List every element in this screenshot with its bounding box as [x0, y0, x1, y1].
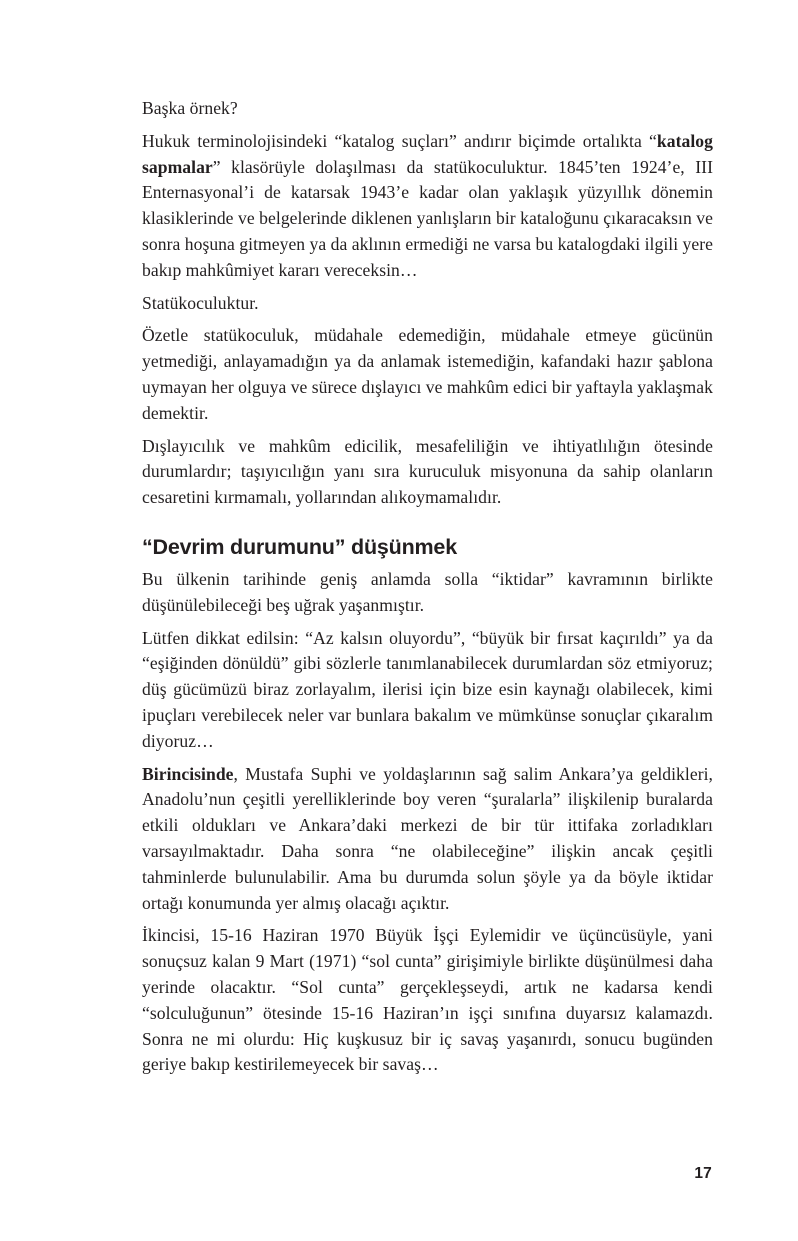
paragraph-ikincisi: İkincisi, 15-16 Haziran 1970 Büyük İşçi Eylemidir ve üçüncüsüyle, yani sonuçsuz kalan 9 Mart (1971) “sol cunta” girişimiyle birlikte düşünülmesi daha yerinde olacaktır. “Sol cunta” gerçekleşseydi, artık ne kadarsa kendi “solculuğunun” ötesinde 15-16 Haziran’ın işçi sınıfına duyarsız kalamazdı. Sonra ne mi olurdu: Hiç kuşkusuz bir iç savaş yaşanırdı, sonucu bugünden geriye bakıp kestirilemeyecek bir savaş…: [142, 925, 713, 1075]
paragraph-statukoculuktur: Statükoculuktur.: [142, 292, 259, 313]
section-heading-devrim-durumunu: “Devrim durumunu” düşünmek: [142, 534, 457, 559]
page-text-block: [142, 96, 713, 1085]
paragraph-bu-ulkenin-tarihinde: Bu ülkenin tarihinde geniş anlamda solla “iktidar” kavramının birlikte düşünülebileceği beş uğrak yaşanmıştır.: [142, 568, 713, 615]
paragraph-text-after-bold: , Mustafa Suphi ve yoldaşlarının sağ salim Ankara’ya geldikleri, Anadolu’nun çeşitli yerelliklerinde boy veren “şuralarla” ilişkilenip buralarda etkili oldukları ve Ankara’daki merkezi de bir tür ittifaka zorladıkları varsayılmaktadır. Daha sonra “ne olabileceğine” ilişkin ancak çeşitli tahminlerde bulunulabilir. Ama bu durumda solun şöyle ya da böyle iktidar ortağı konumunda yer almış olacağı açıktır.: [142, 763, 713, 913]
page-number: 17: [694, 1165, 712, 1182]
paragraph-lutfen-dikkat-edilsin: Lütfen dikkat edilsin: “Az kalsın oluyordu”, “büyük bir fırsat kaçırıldı” ya da “eşiğinden dönüldü” gibi sözlerle tanımlanabilecek durumlardan söz etmiyoruz; düş gücümüzü biraz zorlayalım, ilerisi için bize esin kaynağı olabilecek, kimi ipuçları verebilecek neler var bunlara bakalım ve mümkünse sonuçlar çıkaralım diyoruz…: [142, 627, 713, 751]
paragraph-dislayicilik: Dışlayıcılık ve mahkûm edicilik, mesafeliliğin ve ihtiyatlılığın ötesinde durumlardır; taşıyıcılığın yanı sıra kuruculuk misyonuna da sahip olanların cesaretini kırmamalı, yollarından alıkoymamalıdır.: [142, 435, 713, 508]
bold-phrase-katalog-sapmalar: katalog sapmalar: [142, 130, 713, 177]
paragraph-hukuk-terminolojisi: [142, 129, 713, 284]
paragraph-text-before-bold: Hukuk terminolojisindeki “katalog suçları” andırır biçimde ortalıkta “: [142, 130, 657, 151]
paragraph-ozetle-statukoculuk: Özetle statükoculuk, müdahale edemediğin, müdahale etmeye gücünün yetmediği, anlayamadığın ya da anlamak istemediğin, kafandaki hazır şablona uymayan her olguya ve sürece dışlayıcı ve mahkûm edici bir yaftayla yaklaşmak demektir.: [142, 325, 713, 423]
paragraph-baska-ornek: Başka örnek?: [142, 98, 238, 118]
paragraph-birincisinde: [142, 762, 713, 917]
paragraph-text-after-bold: ” klasörüyle dolaşılması da statükoculuktur. 1845’ten 1924’e, III Enternasyonal’i de katarsak 1943’e kadar olan yaklaşık yüzyıllık dönemin klasiklerinde ve belgelerinde diklenen yanlışların bir kataloğunu çıkaracaksın ve sonra hoşuna gitmeyen ya da aklının ermediği ne varsa bu katalogdaki ilgili yere bakıp mahkûmiyet kararı vereceksin…: [142, 156, 713, 280]
bold-phrase-birincisinde: Birincisinde: [142, 763, 234, 784]
